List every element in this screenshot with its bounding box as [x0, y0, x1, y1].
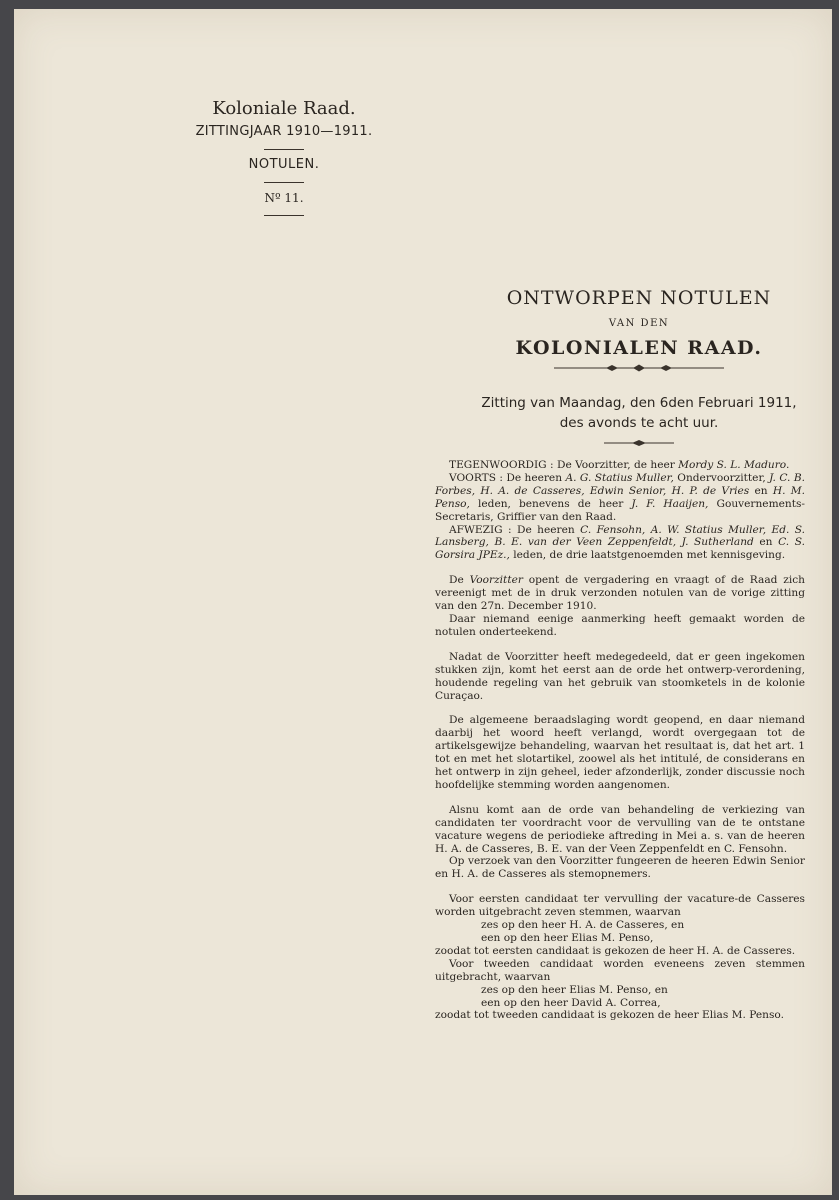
- present-paragraph: TEGENWOORDIG : De Voorzitter, de heer Mordy S. L. Maduro.: [449, 459, 790, 471]
- sitting-line-1: Zitting van Maandag, den 6den Februari 1911,: [481, 395, 797, 411]
- session-year: ZITTINGJAAR 1910—1911.: [195, 124, 373, 139]
- main-heading: [454, 285, 824, 373]
- minutes-body: [435, 459, 805, 1022]
- vote-line: een op den heer David A. Correa,: [481, 996, 661, 1009]
- document-page: [14, 9, 832, 1195]
- council-title: Koloniale Raad.: [212, 98, 356, 119]
- divider: [264, 215, 304, 216]
- ornament-rule-icon: [554, 363, 724, 373]
- paragraph: Voor tweeden candidaat worden eveneens zeven stemmen uitgebracht, waarvan: [435, 957, 805, 983]
- paragraph: zoodat tot eersten candidaat is gekozen de heer H. A. de Casseres.: [435, 944, 796, 957]
- absent-paragraph: AFWEZIG : De heeren C. Fensohn, A. W. Statius Muller, Ed. S. Lansberg, B. E. van der Veen Zeppenfeldt, J. Sutherland en C. S. Gorsira JPEz., leden, de drie laatstgenoemden met kennisgeving.: [435, 523, 805, 562]
- opening-paragraph: De Voorzitter opent de vergadering en vraagt of de Raad zich vereenigt met de in druk verzonden notulen van de vorige zitting van den 27n. December 1910.: [435, 574, 805, 613]
- paragraph: Voor eersten candidaat ter vervulling der vacature-de Casseres worden uitgebracht zeven stemmen, waarvan: [435, 893, 805, 919]
- vote-line: zes op den heer H. A. de Casseres, en: [481, 919, 685, 932]
- vote-line: een op den heer Elias M. Penso,: [481, 932, 654, 944]
- heading-line-1: ONTWORPEN NOTULEN: [506, 287, 772, 309]
- paragraph: Alsnu komt aan de orde van behandeling de verkiezing van candidaten ter voordracht voor de vervulling van de te ontstane vacature wegens de periodieke aftreding in Mei a. s. van de heeren H. A. de Casseres, B. E. van der Veen Zeppenfeldt en C. Fensohn.: [435, 803, 805, 855]
- heading-line-2: VAN DEN: [608, 318, 670, 329]
- paragraph: De algemeene beraadslaging wordt geopend, en daar niemand daarbij het woord heeft verlangd, wordt overgegaan tot de artikelsgewijze behandeling, waarvan het resultaat is, dat het art. 1 tot en met het slotartikel, zoowel als het intitulé, de considerans en het ontwerp in zijn geheel, ieder afzonderlijk, zonder discussie noch hoofdelijke stemming worden aangenomen.: [435, 714, 805, 791]
- paragraph: zoodat tot tweeden candidaat is gekozen de heer Elias M. Penso.: [435, 1009, 784, 1022]
- paragraph: Daar niemand eenige aanmerking heeft gemaakt worden de notulen onderteekend.: [435, 612, 805, 638]
- also-present-paragraph: VOORTS : De heeren A. G. Statius Muller, Ondervoorzitter, J. C. B. Forbes, H. A. de Casseres, Edwin Senior, H. P. de Vries en H. M. Penso, leden, benevens de heer J. F. Haaijen, Gouvernements-Secretaris, Griffier van den Raad.: [435, 471, 805, 523]
- divider: [264, 182, 304, 183]
- header-block: [164, 97, 404, 222]
- paragraph: Nadat de Voorzitter heeft medegedeeld, dat er geen ingekomen stukken zijn, komt het eerst aan de orde het ontwerp-verordening, houdende regeling van het gebruik van stoomketels in de kolonie Curaçao.: [435, 650, 805, 702]
- heading-line-3: KOLONIALEN RAAD.: [515, 337, 763, 359]
- sitting-date: [454, 393, 824, 447]
- sitting-line-2: des avonds te acht uur.: [559, 415, 719, 431]
- small-ornament-icon: [604, 439, 674, 447]
- notulen-label: NOTULEN.: [248, 157, 320, 172]
- vote-line: zes op den heer Elias M. Penso, en: [481, 983, 668, 996]
- divider: [264, 149, 304, 150]
- paragraph: Op verzoek van den Voorzitter fungeeren de heeren Edwin Senior en H. A. de Casseres als stemopnemers.: [435, 855, 805, 881]
- document-number: Nº 11.: [264, 191, 304, 205]
